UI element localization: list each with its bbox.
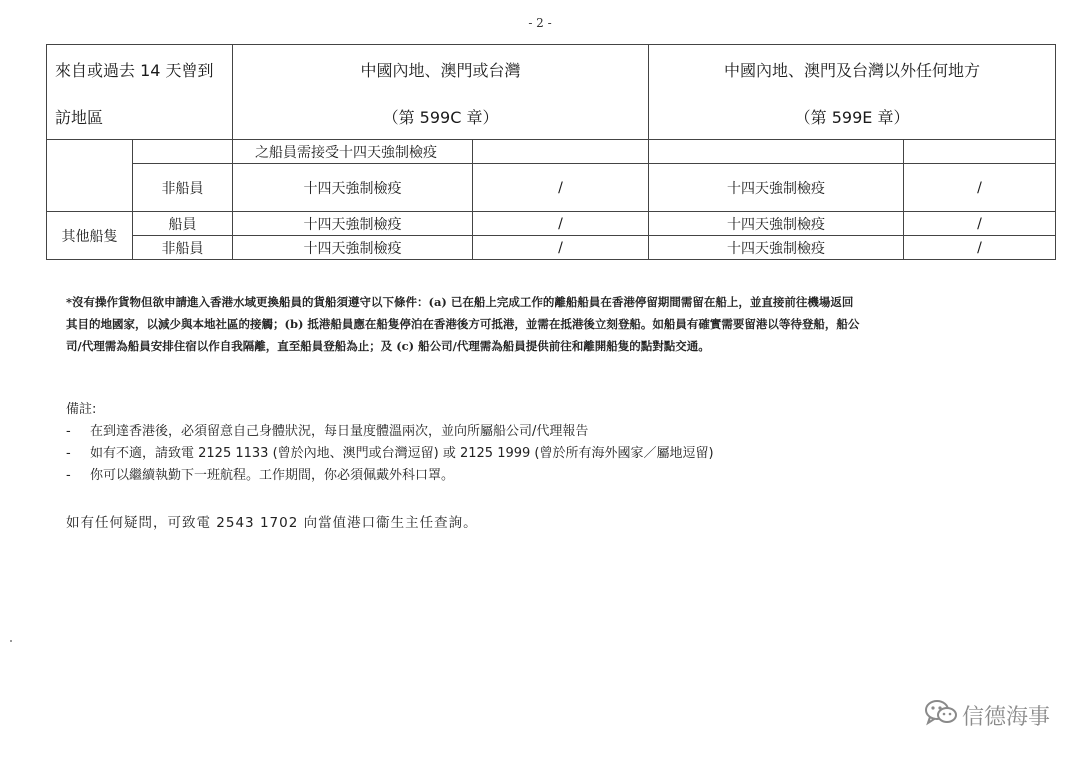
group-cell: 其他船隻 <box>47 212 133 260</box>
wechat-icon <box>924 698 958 732</box>
type-cell: 非船員 <box>133 164 233 212</box>
footnote-line: 其目的地國家，以減少與本地社區的接觸；(b) 抵港船員應在船隻停泊在香港後方可抵港，並需在抵港後立刻登船。如船員有確實需要留港以等待登船，船公 <box>66 317 860 331</box>
remarks-title: 備註: <box>66 402 97 417</box>
footnote-line: *沒有操作貨物但欲申請進入香港水域更換船員的貨船須遵守以下條件：(a) 已在船上完成工作的離船船員在香港停留期間需留在船上，並直接前往機場返回 <box>66 295 854 309</box>
header-overseas-chapter: （第 599E 章） <box>794 108 910 127</box>
list-item <box>66 443 1046 465</box>
bullet-dash: - <box>66 424 71 439</box>
rule-cell-599e <box>649 140 904 164</box>
quarantine-table <box>46 44 1056 260</box>
remark-text: 如有不適，請致電 2125 1133 (曾於內地、澳門或台灣逗留) 或 2125 1999 (曾於所有海外國家／屬地逗留) <box>90 446 714 461</box>
rule-cell-599e: 十四天強制檢疫 <box>649 236 904 260</box>
table-header-row <box>47 45 1056 140</box>
watermark <box>924 698 1050 732</box>
type-cell: 船員 <box>133 212 233 236</box>
slash-cell-599e: / <box>904 236 1056 260</box>
remark-text: 你可以繼續執勤下一班航程。工作期間，你必須佩戴外科口罩。 <box>90 468 455 483</box>
header-mainland-cell <box>233 45 649 140</box>
rule-cell-599c: 十四天強制檢疫 <box>233 236 473 260</box>
slash-cell-599c: / <box>473 236 649 260</box>
remarks-section <box>66 399 1046 487</box>
header-overseas-title: 中國內地、澳門及台灣以外任何地方 <box>724 61 981 80</box>
header-mainland-title: 中國內地、澳門或台灣 <box>360 61 521 80</box>
header-mainland-chapter: （第 599C 章） <box>382 108 499 127</box>
slash-cell-599e <box>904 140 1056 164</box>
scan-speck <box>10 640 12 642</box>
table-row <box>47 140 1056 164</box>
bullet-dash: - <box>66 468 71 483</box>
type-cell: 非船員 <box>133 236 233 260</box>
rule-cell-599c: 十四天強制檢疫 <box>233 212 473 236</box>
page-number: - 2 - <box>528 16 552 30</box>
footnote <box>66 291 1046 357</box>
slash-cell-599c: / <box>473 164 649 212</box>
list-item <box>66 421 1046 443</box>
rule-cell-599e: 十四天強制檢疫 <box>649 164 904 212</box>
type-cell <box>133 140 233 164</box>
table-row <box>47 236 1056 260</box>
bullet-dash: - <box>66 446 71 461</box>
rule-cell-599c: 之船員需接受十四天強制檢疫 <box>233 140 473 164</box>
list-item <box>66 465 1046 487</box>
header-region-line2: 訪地區 <box>55 108 104 127</box>
header-region-cell <box>47 45 233 140</box>
slash-cell-599c: / <box>473 212 649 236</box>
header-overseas-cell <box>649 45 1056 140</box>
remark-text: 在到達香港後，必須留意自己身體狀況，每日量度體溫兩次，並向所屬船公司/代理報告 <box>90 424 589 439</box>
watermark-text: 信德海事 <box>961 704 1050 730</box>
header-region-line1: 來自或過去 14 天曾到 <box>55 61 214 80</box>
slash-cell-599c <box>473 140 649 164</box>
slash-cell-599e: / <box>904 212 1056 236</box>
footnote-line: 司/代理需為船員安排住宿以作自我隔離，直至船員登船為止；及 (c) 船公司/代理需為船員提供前往和離開船隻的點對點交通。 <box>66 339 710 353</box>
group-cell <box>47 140 133 212</box>
inquiry-text: 如有任何疑問，可致電 2543 1702 向當值港口衞生主任查詢。 <box>66 515 478 531</box>
table-row <box>47 164 1056 212</box>
slash-cell-599e: / <box>904 164 1056 212</box>
rule-cell-599e: 十四天強制檢疫 <box>649 212 904 236</box>
rule-cell-599c: 十四天強制檢疫 <box>233 164 473 212</box>
table-row <box>47 212 1056 236</box>
